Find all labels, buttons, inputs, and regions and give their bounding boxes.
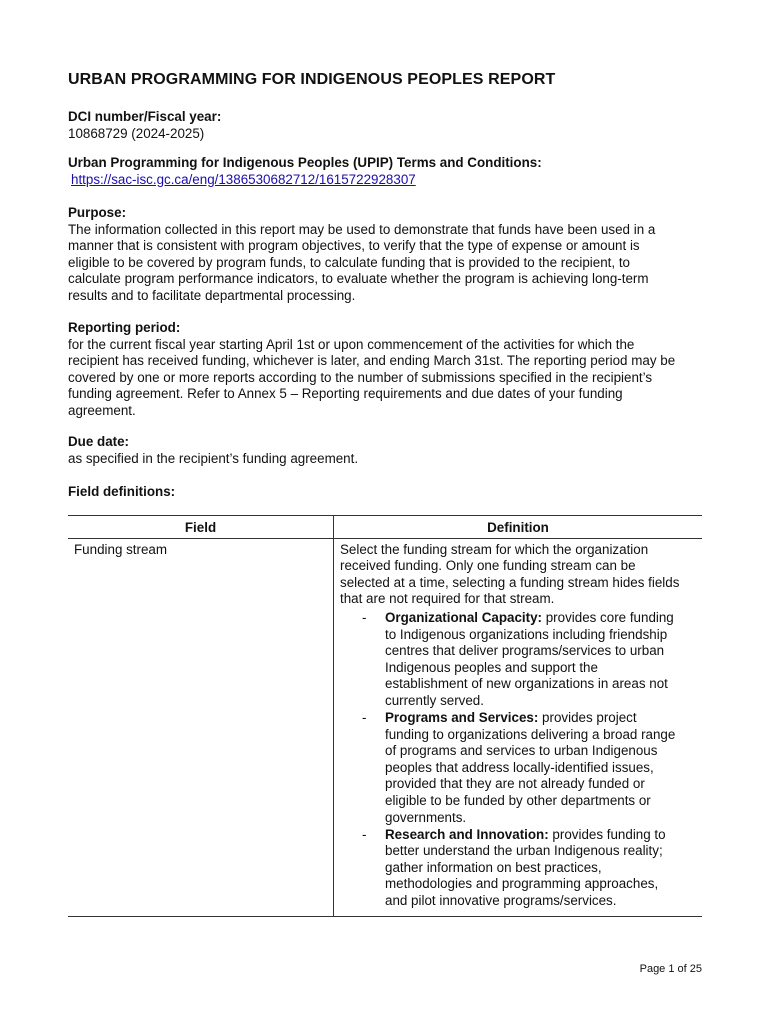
definition-cell (334, 538, 703, 916)
reporting-line: for the current fiscal year starting April 1st or upon commencement of the activities for which the (68, 336, 635, 352)
stream-desc: provides funding to (548, 826, 666, 842)
stream-line: of programs and services to urban Indigenous (385, 743, 658, 759)
field-defs-section (68, 484, 702, 501)
stream-name: Programs and Services: (385, 710, 539, 726)
stream-line: governments. (385, 809, 467, 825)
dash-bullet: - (362, 826, 367, 842)
reporting-line: funding agreement. Refer to Annex 5 – Reporting requirements and due dates of your funding (68, 386, 623, 402)
stream-line: Indigenous peoples and support the (385, 659, 598, 675)
reporting-line: agreement. (68, 402, 136, 418)
terms-section (68, 155, 702, 188)
stream-name: Research and Innovation: (385, 826, 549, 842)
list-item (362, 610, 696, 710)
stream-name: Organizational Capacity: (385, 609, 542, 625)
stream-line: to Indigenous organizations including friendship (385, 626, 668, 642)
purpose-line: calculate program performance indicators, to evaluate whether the program is achieving long-term (68, 271, 649, 287)
stream-desc: provides project (538, 710, 637, 726)
terms-link[interactable]: https://sac-isc.gc.ca/eng/1386530682712/1615722928307 (71, 171, 416, 187)
stream-desc: provides core funding (542, 609, 674, 625)
definition-line: selected at a time, selecting a funding stream hides fields (340, 574, 680, 590)
stream-line: peoples that address locally-identified issues, (385, 759, 654, 775)
field-defs-label: Field definitions: (68, 484, 176, 499)
stream-line: and pilot innovative programs/services. (385, 893, 617, 909)
stream-line: currently served. (385, 692, 484, 708)
definition-line: that are not required for that stream. (340, 591, 555, 607)
stream-line: better understand the urban Indigenous reality; (385, 843, 663, 859)
due-section (68, 434, 702, 467)
field-definitions-table (68, 515, 702, 917)
purpose-line: manner that is consistent with program objectives, to verify that the type of expense or amount is (68, 238, 640, 254)
purpose-section (68, 205, 702, 305)
purpose-line: results and to facilitate departmental processing. (68, 287, 356, 303)
due-value: as specified in the recipient’s funding agreement. (68, 450, 359, 466)
dash-bullet: - (362, 710, 367, 726)
definition-line: Select the funding stream for which the organization (340, 541, 649, 557)
page-number: Page 1 of 25 (639, 963, 702, 975)
dci-value: 10868729 (2024-2025) (68, 125, 205, 141)
stream-line: centres that deliver programs/services to urban (385, 643, 665, 659)
reporting-section (68, 320, 702, 420)
reporting-line: recipient has received funding, whichever is later, and ending March 31st. The reporting period may be (68, 353, 676, 369)
definition-column-header: Definition (334, 516, 703, 539)
field-column-header: Field (68, 516, 334, 539)
list-item (362, 710, 696, 826)
stream-line: eligible to be funded by other departments or (385, 793, 651, 808)
table-row (68, 538, 702, 916)
field-cell: Funding stream (68, 538, 334, 916)
stream-line: methodologies and programming approaches, (385, 876, 659, 892)
funding-stream-list (340, 610, 696, 910)
definition-line: received funding. Only one funding stream can be (340, 558, 636, 574)
purpose-line: eligible to be covered by program funds, to calculate funding that is provided to the recipient, to (68, 254, 631, 270)
reporting-label: Reporting period: (68, 320, 181, 335)
reporting-line: covered by one or more reports according to the number of submissions specified in the recipient’s (68, 369, 653, 385)
dci-label: DCI number/Fiscal year: (68, 109, 222, 124)
dash-bullet: - (362, 609, 367, 625)
dci-section (68, 109, 702, 142)
stream-line: funding to organizations delivering a broad range (385, 726, 676, 742)
stream-line: establishment of new organizations in areas not (385, 676, 668, 692)
due-label: Due date: (68, 434, 130, 449)
stream-line: gather information on best practices, (385, 859, 602, 875)
terms-label: Urban Programming for Indigenous Peoples (UPIP) Terms and Conditions: (68, 155, 542, 170)
report-title: URBAN PROGRAMMING FOR INDIGENOUS PEOPLES REPORT (68, 71, 556, 88)
table-header-row (68, 516, 702, 539)
purpose-line: The information collected in this report may be used to demonstrate that funds have been used in a (68, 221, 656, 237)
list-item (362, 827, 696, 910)
purpose-label: Purpose: (68, 205, 127, 220)
stream-line: provided that they are not already funded or (385, 776, 645, 792)
